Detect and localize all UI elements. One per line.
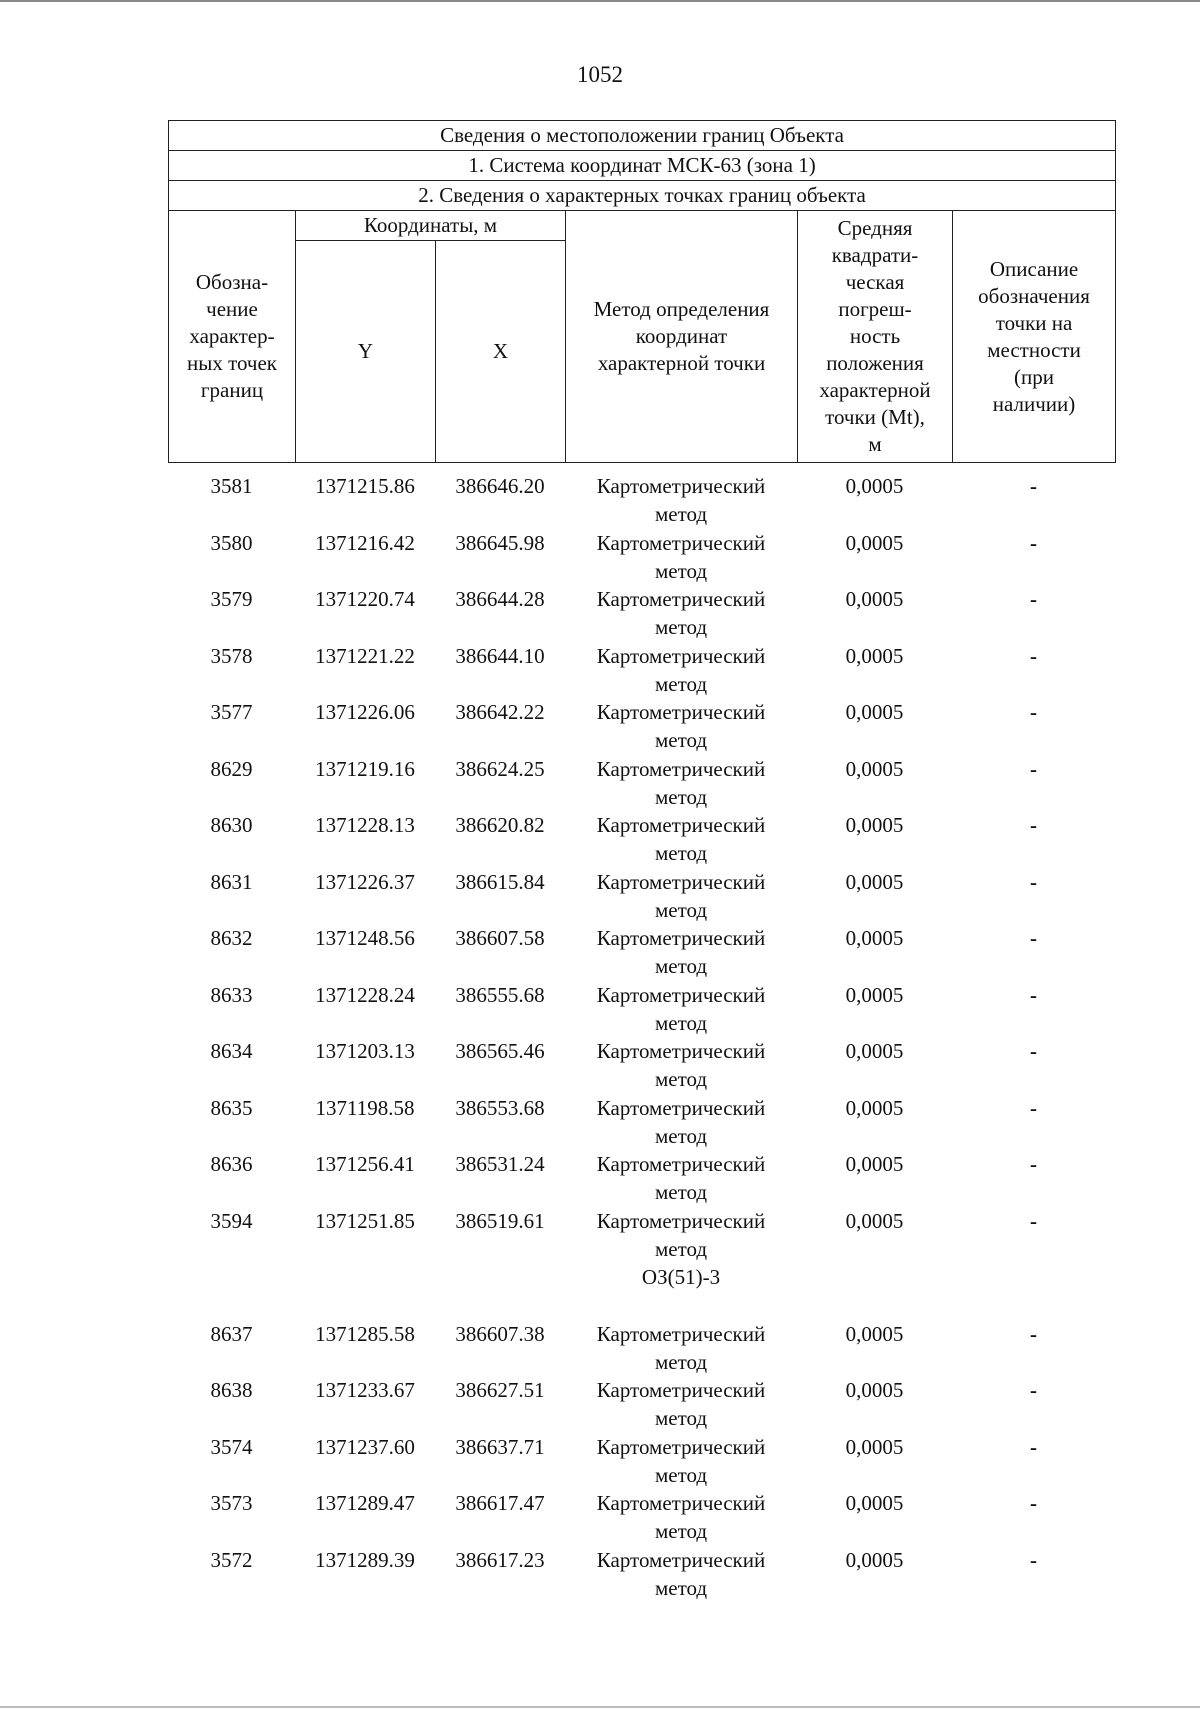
coordinate-x: 386555.68 [455, 982, 545, 1007]
table-row [168, 1207, 1115, 1264]
description: - [1030, 756, 1037, 781]
coordinate-system: 1. Система координат МСК-63 (зона 1) [169, 151, 1116, 181]
table-row [168, 585, 1115, 642]
method: Картометрический метод [596, 869, 766, 922]
point-id: 8632 [210, 926, 253, 950]
coordinate-y: 1371221.22 [315, 643, 415, 668]
coordinate-y: 1371198.58 [315, 1095, 415, 1120]
coordinate-x: 386646.20 [455, 474, 545, 498]
table-row [168, 1150, 1115, 1207]
error-value: 0,0005 [845, 1208, 904, 1233]
method: Картометрический метод [596, 530, 766, 583]
coordinate-x: 386553.68 [455, 1095, 545, 1120]
table-row [168, 868, 1115, 925]
method: Картометрический метод [596, 1152, 766, 1204]
error-value: 0,0005 [845, 1491, 904, 1515]
coordinate-x: 386519.61 [455, 1208, 545, 1233]
method: Картометрический метод [596, 1434, 766, 1487]
method: Картометрический метод [596, 1378, 766, 1430]
error-value: 0,0005 [845, 982, 904, 1007]
table-row [168, 811, 1115, 868]
error-value: 0,0005 [845, 1434, 904, 1459]
error-value: 0,0005 [845, 756, 904, 781]
table-row [168, 642, 1115, 699]
column-header-error: Средняя квадрати- ческая погреш- ность положения характерной точки (Mt), м [798, 211, 953, 463]
error-value: 0,0005 [845, 869, 904, 894]
coordinate-x: 386624.25 [455, 756, 545, 781]
description: - [1030, 1095, 1037, 1120]
method: Картометрический метод [596, 756, 766, 809]
page-number: 1052 [577, 62, 623, 87]
coordinate-y: 1371256.41 [315, 1152, 415, 1176]
group-label: ОЗ(51)-3 [641, 1265, 721, 1289]
point-id: 3578 [210, 643, 253, 668]
point-id: 8638 [210, 1378, 253, 1402]
point-id: 8633 [210, 982, 253, 1007]
error-value: 0,0005 [845, 1378, 904, 1402]
table-row [168, 1320, 1115, 1377]
table-title: Сведения о местоположении границ Объекта [169, 121, 1116, 151]
table-row [168, 472, 1115, 529]
error-value: 0,0005 [845, 474, 904, 498]
error-value: 0,0005 [845, 700, 904, 724]
coordinate-y: 1371226.06 [315, 700, 415, 724]
method: Картометрический метод [596, 1491, 766, 1543]
coordinate-x: 386607.38 [455, 1321, 545, 1346]
table-row [168, 1489, 1115, 1546]
error-value: 0,0005 [845, 530, 904, 555]
description: - [1030, 587, 1037, 611]
table-body [168, 472, 1115, 1602]
point-id: 8634 [210, 1039, 253, 1063]
coordinate-y: 1371289.47 [315, 1491, 415, 1515]
point-id: 8631 [210, 869, 253, 894]
method: Картометрический метод [596, 1321, 766, 1374]
coordinate-x: 386607.58 [455, 926, 545, 950]
coordinate-x: 386637.71 [455, 1434, 545, 1459]
coordinate-y: 1371215.86 [315, 474, 415, 498]
point-id: 8637 [210, 1321, 253, 1346]
table-row [168, 924, 1115, 981]
scan-top-edge [0, 0, 1200, 2]
description: - [1030, 1208, 1037, 1233]
point-id: 3572 [210, 1547, 253, 1572]
table-row [168, 1376, 1115, 1433]
error-value: 0,0005 [845, 1547, 904, 1572]
coordinate-y: 1371251.85 [315, 1208, 415, 1233]
description: - [1030, 813, 1037, 837]
table-row [168, 1037, 1115, 1094]
point-id: 3579 [210, 587, 253, 611]
column-header-description: Описание обозначения точки на местности (при наличии) [953, 211, 1116, 463]
method: Картометрический метод [596, 1039, 766, 1091]
coordinate-y: 1371220.74 [315, 587, 415, 611]
table-row [168, 529, 1115, 586]
table-row [168, 981, 1115, 1038]
error-value: 0,0005 [845, 1321, 904, 1346]
coordinate-y: 1371237.60 [315, 1434, 415, 1459]
point-id: 3573 [210, 1491, 253, 1515]
column-header-method: Метод определения координат характерной точки [566, 211, 798, 463]
description: - [1030, 1434, 1037, 1459]
column-header-designation: Обозна- чение характер- ных точек границ [169, 211, 296, 463]
group-row [168, 1263, 1115, 1320]
description: - [1030, 700, 1037, 724]
table-row [168, 1546, 1115, 1603]
coordinate-x: 386627.51 [455, 1378, 545, 1402]
error-value: 0,0005 [845, 1095, 904, 1120]
point-id: 8629 [210, 756, 253, 781]
point-id: 8635 [210, 1095, 253, 1120]
description: - [1030, 982, 1037, 1007]
method: Картометрический метод [596, 1208, 766, 1261]
coordinate-x: 386645.98 [455, 530, 545, 555]
section-title: 2. Сведения о характерных точках границ объекта [169, 181, 1116, 211]
description: - [1030, 1491, 1037, 1515]
coordinate-x: 386644.10 [455, 643, 545, 668]
table-row [168, 1433, 1115, 1490]
coordinate-y: 1371216.42 [315, 530, 415, 555]
column-header-y: Y [296, 241, 436, 463]
description: - [1030, 869, 1037, 894]
point-id: 8636 [210, 1152, 253, 1176]
point-id: 8630 [210, 813, 253, 837]
coordinate-y: 1371285.58 [315, 1321, 415, 1346]
point-id: 3574 [210, 1434, 253, 1459]
coordinate-x: 386617.23 [455, 1547, 545, 1572]
description: - [1030, 643, 1037, 668]
description: - [1030, 1152, 1037, 1176]
column-header-x: X [436, 241, 566, 463]
coordinate-y: 1371228.24 [315, 982, 415, 1007]
coordinate-x: 386620.82 [455, 813, 545, 837]
scan-bottom-edge [0, 1706, 1200, 1708]
method: Картометрический метод [596, 700, 766, 752]
description: - [1030, 530, 1037, 555]
point-id: 3594 [210, 1208, 253, 1233]
table-row [168, 755, 1115, 812]
coordinate-x: 386642.22 [455, 700, 545, 724]
error-value: 0,0005 [845, 1152, 904, 1176]
point-id: 3581 [210, 474, 253, 498]
coordinate-x: 386644.28 [455, 587, 545, 611]
method: Картометрический метод [596, 643, 766, 696]
error-value: 0,0005 [845, 643, 904, 668]
coordinate-x: 386617.47 [455, 1491, 545, 1515]
error-value: 0,0005 [845, 1039, 904, 1063]
description: - [1030, 1321, 1037, 1346]
method: Картометрический метод [596, 587, 766, 639]
coordinate-x: 386531.24 [455, 1152, 545, 1176]
method: Картометрический метод [596, 1095, 766, 1148]
method: Картометрический метод [596, 474, 766, 526]
coordinate-y: 1371226.37 [315, 869, 415, 894]
coordinate-x: 386565.46 [455, 1039, 545, 1063]
coordinate-y: 1371228.13 [315, 813, 415, 837]
error-value: 0,0005 [845, 587, 904, 611]
description: - [1030, 474, 1037, 498]
description: - [1030, 1547, 1037, 1572]
coordinate-y: 1371248.56 [315, 926, 415, 950]
coordinates-table-header [168, 120, 1116, 463]
table-row [168, 1094, 1115, 1151]
method: Картометрический метод [596, 926, 766, 978]
coordinate-y: 1371219.16 [315, 756, 415, 781]
error-value: 0,0005 [845, 813, 904, 837]
point-id: 3577 [210, 700, 253, 724]
method: Картометрический метод [596, 813, 766, 865]
column-header-coordinates: Координаты, м [296, 211, 566, 241]
method: Картометрический метод [596, 1547, 766, 1600]
description: - [1030, 926, 1037, 950]
error-value: 0,0005 [845, 926, 904, 950]
table-row [168, 698, 1115, 755]
point-id: 3580 [210, 530, 253, 555]
coordinate-y: 1371289.39 [315, 1547, 415, 1572]
description: - [1030, 1378, 1037, 1402]
coordinate-y: 1371233.67 [315, 1378, 415, 1402]
coordinate-x: 386615.84 [455, 869, 545, 894]
coordinate-y: 1371203.13 [315, 1039, 415, 1063]
description: - [1030, 1039, 1037, 1063]
method: Картометрический метод [596, 982, 766, 1035]
